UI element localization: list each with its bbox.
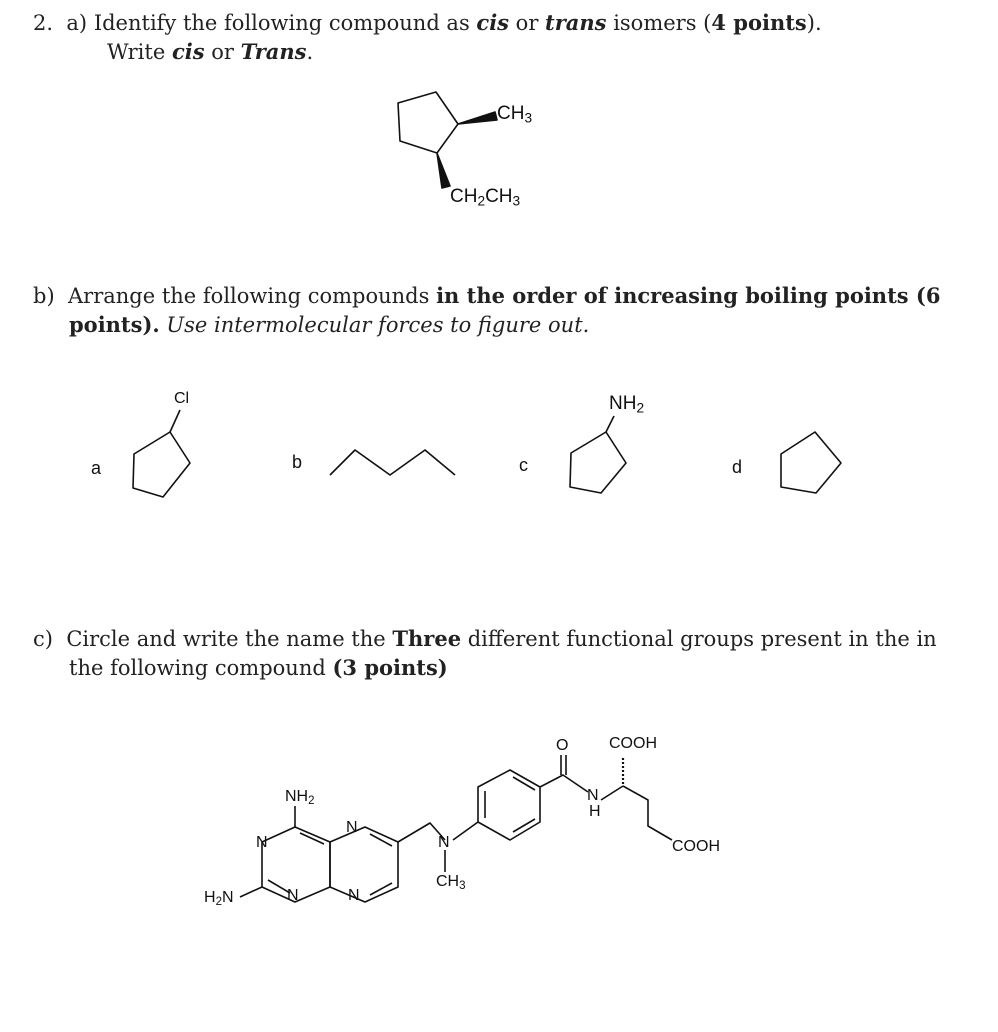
ring-n-3: N <box>346 819 358 836</box>
methyl-wedge-bond <box>458 112 497 124</box>
question-a-line1: 2. a) Identify the following compound as cis or trans isomers (4 points). <box>33 10 822 35</box>
nh2-label: $NH_2$ <box>285 788 315 807</box>
ethyl-wedge-bond <box>437 153 450 188</box>
cyclopentane-ring-a <box>398 92 458 153</box>
question-c-line1: c) Circle and write the name the Three different functional groups present in the in <box>33 626 937 651</box>
ring-compound-d <box>781 432 841 493</box>
amide-h: H <box>589 803 601 820</box>
chloro-label: Cl <box>174 390 190 407</box>
n-to-ring-bond <box>453 822 478 840</box>
methyl-label: $CH_3$ <box>497 103 533 126</box>
amide-chain <box>540 775 588 792</box>
ethyl-label: $CH_2CH_3$ <box>450 186 521 209</box>
amide-n: N <box>587 787 599 804</box>
h2n-label: $H_2N$ <box>204 889 234 908</box>
glutamate-chain <box>623 786 672 840</box>
compound-label-d: d <box>732 457 743 477</box>
compound-label-b: b <box>292 452 303 472</box>
pteridine-rings <box>262 827 398 902</box>
ring-n-2: N <box>287 887 299 904</box>
nh2-bond <box>606 416 614 432</box>
nh-to-chiral-bond <box>601 786 623 800</box>
benzene-ring <box>478 770 540 840</box>
amine-n: N <box>438 834 450 851</box>
question-c-line2: the following compound (3 points) <box>69 655 448 680</box>
carbonyl-o: O <box>556 737 569 754</box>
ring-compound-c <box>570 432 626 493</box>
cl-bond <box>170 410 180 432</box>
amino-label: $NH_2$ <box>609 393 645 416</box>
compound-label-a: a <box>91 458 102 478</box>
cooh-label-top: COOH <box>609 735 657 752</box>
question-b-line1: b) Arrange the following compounds in the order of increasing boiling points (6 <box>33 283 941 308</box>
compound-label-c: c <box>519 455 528 475</box>
n-methyl-label: $CH_3$ <box>436 873 466 892</box>
ring-n-1: N <box>256 834 268 851</box>
ring-n-4: N <box>348 887 360 904</box>
cooh-label-side: COOH <box>672 838 720 855</box>
question-a-line2: Write cis or Trans. <box>107 39 314 64</box>
question-b-line2: points). Use intermolecular forces to figure out. <box>69 312 590 337</box>
h2n-bond <box>240 887 262 897</box>
ring-compound-a <box>133 432 190 497</box>
pentane-chain <box>330 450 455 475</box>
